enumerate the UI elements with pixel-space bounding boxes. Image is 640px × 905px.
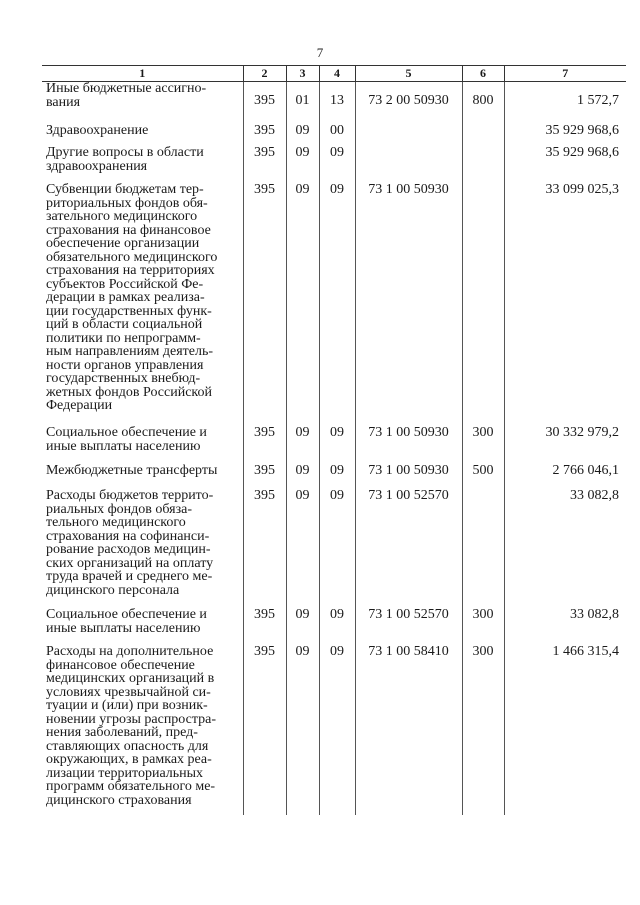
row-subsection-code: 09	[319, 608, 355, 645]
row-amount: 1 572,7	[504, 82, 626, 125]
row-section-code: 09	[286, 146, 319, 183]
row-amount: 35 929 968,6	[504, 146, 626, 183]
row-expense-type: 500	[462, 464, 504, 489]
table-row	[42, 82, 626, 125]
row-name: Субвенции бюджетам тер- риториальных фондов обя- зательного медицинского страхования на финансовое обеспечение организации обязательного медицинского страхования на территориях субъектов Российской Фе- дерации в рамках реализа- ции государственных функ- ций в области социальной политики по непрограмм- ным направлениям деятель- ности органов управления государственных внебюд- жетных фондов Российской Федерации	[46, 182, 218, 413]
row-amount: 2 766 046,1	[504, 464, 626, 489]
header-col-3: 3	[286, 66, 319, 82]
row-ministry-code: 395	[243, 489, 286, 608]
row-ministry-code: 395	[243, 146, 286, 183]
row-name: Социальное обеспечение и иные выплаты населению	[46, 425, 207, 454]
row-name: Другие вопросы в области здравоохранения	[46, 145, 204, 174]
row-ministry-code: 395	[243, 426, 286, 464]
page-number: 7	[316, 45, 324, 60]
row-subsection-code: 09	[319, 183, 355, 426]
header-col-6: 6	[462, 66, 504, 82]
row-ministry-code: 395	[243, 608, 286, 645]
header-col-2: 2	[243, 66, 286, 82]
row-expense-type: 300	[462, 608, 504, 645]
table-row	[42, 426, 626, 464]
row-target-article: 73 1 00 50930	[355, 426, 462, 464]
row-name: Расходы бюджетов террито- риальных фондов обяза- тельного медицинского страхования на софинанси- рование расходов медицин- ских организаций на оплату труда врачей и среднего ме- дицинского персонала	[46, 488, 214, 598]
row-section-code: 09	[286, 426, 319, 464]
row-section-code: 09	[286, 645, 319, 815]
row-section-code: 09	[286, 124, 319, 146]
row-section-code: 09	[286, 489, 319, 608]
row-subsection-code: 09	[319, 489, 355, 608]
row-subsection-code: 09	[319, 464, 355, 489]
table-row	[42, 489, 626, 608]
row-section-code: 09	[286, 608, 319, 645]
table-row	[42, 124, 626, 146]
row-amount: 1 466 315,4	[504, 645, 626, 815]
row-section-code: 01	[286, 82, 319, 125]
header-col-1: 1	[42, 66, 243, 82]
budget-table	[42, 65, 626, 815]
row-amount: 33 099 025,3	[504, 183, 626, 426]
row-target-article: 73 2 00 50930	[355, 82, 462, 125]
table-row	[42, 645, 626, 815]
row-target-article: 73 1 00 50930	[355, 183, 462, 426]
row-name: Иные бюджетные ассигно- вания	[46, 81, 207, 110]
table-row	[42, 464, 626, 489]
table-row	[42, 608, 626, 645]
table-header-row	[42, 66, 626, 82]
header-col-5: 5	[355, 66, 462, 82]
row-subsection-code: 13	[319, 82, 355, 125]
row-amount: 30 332 979,2	[504, 426, 626, 464]
row-target-article	[355, 146, 462, 183]
header-col-7: 7	[504, 66, 626, 82]
row-expense-type: 800	[462, 82, 504, 125]
row-ministry-code: 395	[243, 645, 286, 815]
row-amount: 33 082,8	[504, 608, 626, 645]
row-target-article: 73 1 00 58410	[355, 645, 462, 815]
row-name: Межбюджетные трансферты	[46, 463, 218, 478]
header-col-4: 4	[319, 66, 355, 82]
row-section-code: 09	[286, 183, 319, 426]
row-ministry-code: 395	[243, 183, 286, 426]
row-subsection-code: 09	[319, 645, 355, 815]
row-expense-type	[462, 146, 504, 183]
row-subsection-code: 09	[319, 146, 355, 183]
row-subsection-code: 00	[319, 124, 355, 146]
row-expense-type: 300	[462, 426, 504, 464]
row-amount: 33 082,8	[504, 489, 626, 608]
table-row	[42, 146, 626, 183]
row-target-article	[355, 124, 462, 146]
row-section-code: 09	[286, 464, 319, 489]
row-expense-type	[462, 124, 504, 146]
row-expense-type: 300	[462, 645, 504, 815]
row-ministry-code: 395	[243, 464, 286, 489]
row-expense-type	[462, 183, 504, 426]
row-ministry-code: 395	[243, 82, 286, 125]
row-name: Расходы на дополнительное финансовое обеспечение медицинских организаций в условиях чрезвычайной си- туации и (или) при возник- новении угрозы распростра- нения заболеваний, пред- ставляющих опасность для окружающих, в рамках реа- лизации территориальных программ обязательного ме- дицинского страхования	[46, 644, 217, 808]
row-target-article: 73 1 00 50930	[355, 464, 462, 489]
row-expense-type	[462, 489, 504, 608]
row-target-article: 73 1 00 52570	[355, 608, 462, 645]
row-name: Здравоохранение	[46, 123, 149, 138]
row-target-article: 73 1 00 52570	[355, 489, 462, 608]
row-name: Социальное обеспечение и иные выплаты населению	[46, 607, 207, 636]
row-ministry-code: 395	[243, 124, 286, 146]
row-amount: 35 929 968,6	[504, 124, 626, 146]
table-row	[42, 183, 626, 426]
row-subsection-code: 09	[319, 426, 355, 464]
